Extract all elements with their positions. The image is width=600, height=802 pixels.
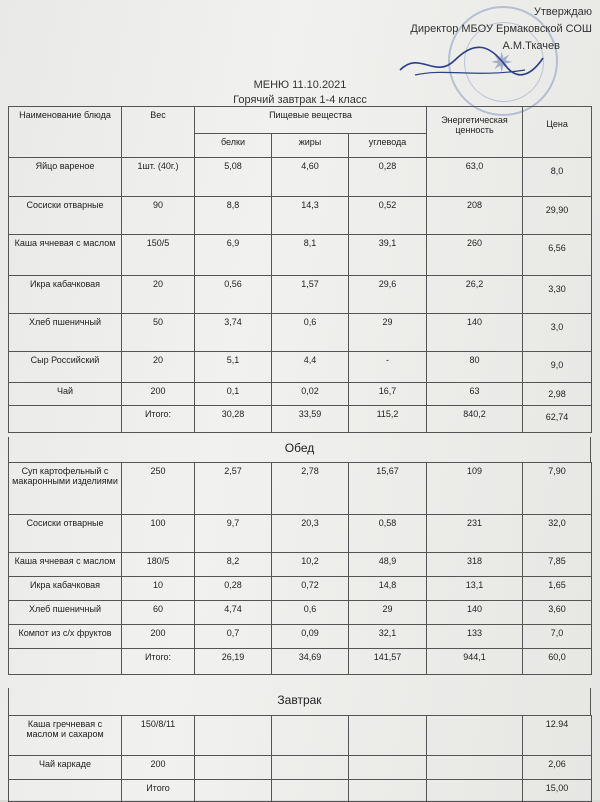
section-heading-lunch: Обед bbox=[8, 437, 591, 463]
approval-director-name: А.М.Ткачев bbox=[502, 40, 560, 52]
table-row: Яйцо вареное 1шт. (40г.) 5,08 4,60 0,28 63,0 8,0 bbox=[9, 158, 592, 197]
seal-emblem-icon: ✷ bbox=[490, 47, 514, 78]
table-row: Суп картофельный с макаронными изделиями 250 2,57 2,78 15,67 109 7,90 bbox=[9, 463, 592, 515]
header-protein: белки bbox=[195, 134, 272, 158]
section-heading-breakfast: Завтрак bbox=[8, 688, 591, 716]
breakfast-table bbox=[8, 106, 592, 433]
header-fat: жиры bbox=[272, 134, 349, 158]
approval-caption: Утверждаю bbox=[533, 6, 592, 18]
header-energy: Энергетическая ценность bbox=[427, 107, 523, 158]
lunch-table bbox=[8, 462, 592, 675]
table-row: Хлеб пшеничный 50 3,74 0,6 29 140 3,0 bbox=[9, 314, 592, 352]
table-row: Хлеб пшеничный 60 4,74 0,6 29 140 3,60 bbox=[9, 601, 592, 625]
table-row: Каша гречневая с маслом и сахаром 150/8/11 12.94 bbox=[9, 716, 592, 756]
page-subtitle: Горячий завтрак 1-4 класс bbox=[233, 94, 367, 106]
table-total-row: Итого: 30,28 33,59 115,2 840,2 62,74 bbox=[9, 406, 592, 433]
header-nutrients: Пищевые вещества bbox=[195, 107, 427, 134]
header-weight: Вес bbox=[122, 107, 195, 158]
table-row: Каша ячневая с маслом 180/5 8,2 10,2 48,9 318 7,85 bbox=[9, 553, 592, 577]
approval-position: Директор МБОУ Ермаковской СОШ bbox=[410, 23, 592, 35]
header-carbs: углевода bbox=[349, 134, 427, 158]
table-total-row: Итого: 26,19 34,69 141,57 944,1 60,0 bbox=[9, 649, 592, 675]
table-row: Икра кабачковая 10 0,28 0,72 14,8 13,1 1,65 bbox=[9, 577, 592, 601]
table-row: Сыр Российский 20 5,1 4,4 - 80 9,0 bbox=[9, 352, 592, 383]
table-row: Икра кабачковая 20 0,56 1,57 29,6 26,2 3,30 bbox=[9, 276, 592, 314]
breakfast-extra-table bbox=[8, 715, 592, 802]
approval-block bbox=[410, 4, 592, 55]
table-total-row: Итого 15,00 bbox=[9, 780, 592, 802]
table-row: Сосиски отварные 100 9,7 20,3 0,58 231 32,0 bbox=[9, 515, 592, 553]
header-price: Цена bbox=[523, 107, 592, 158]
table-row: Каша ячневая с маслом 150/5 6,9 8,1 39,1 260 6,56 bbox=[9, 235, 592, 276]
table-row: Компот из с/х фруктов 200 0,7 0,09 32,1 133 7,0 bbox=[9, 625, 592, 649]
table-row: Чай каркаде 200 2,06 bbox=[9, 756, 592, 780]
table-row: Сосиски отварные 90 8,8 14,3 0,52 208 29,90 bbox=[9, 197, 592, 235]
table-row: Чай 200 0,1 0,02 16,7 63 2,98 bbox=[9, 383, 592, 406]
header-name: Наименование блюда bbox=[9, 107, 122, 158]
page-title: МЕНЮ 11.10.2021 bbox=[253, 79, 347, 91]
